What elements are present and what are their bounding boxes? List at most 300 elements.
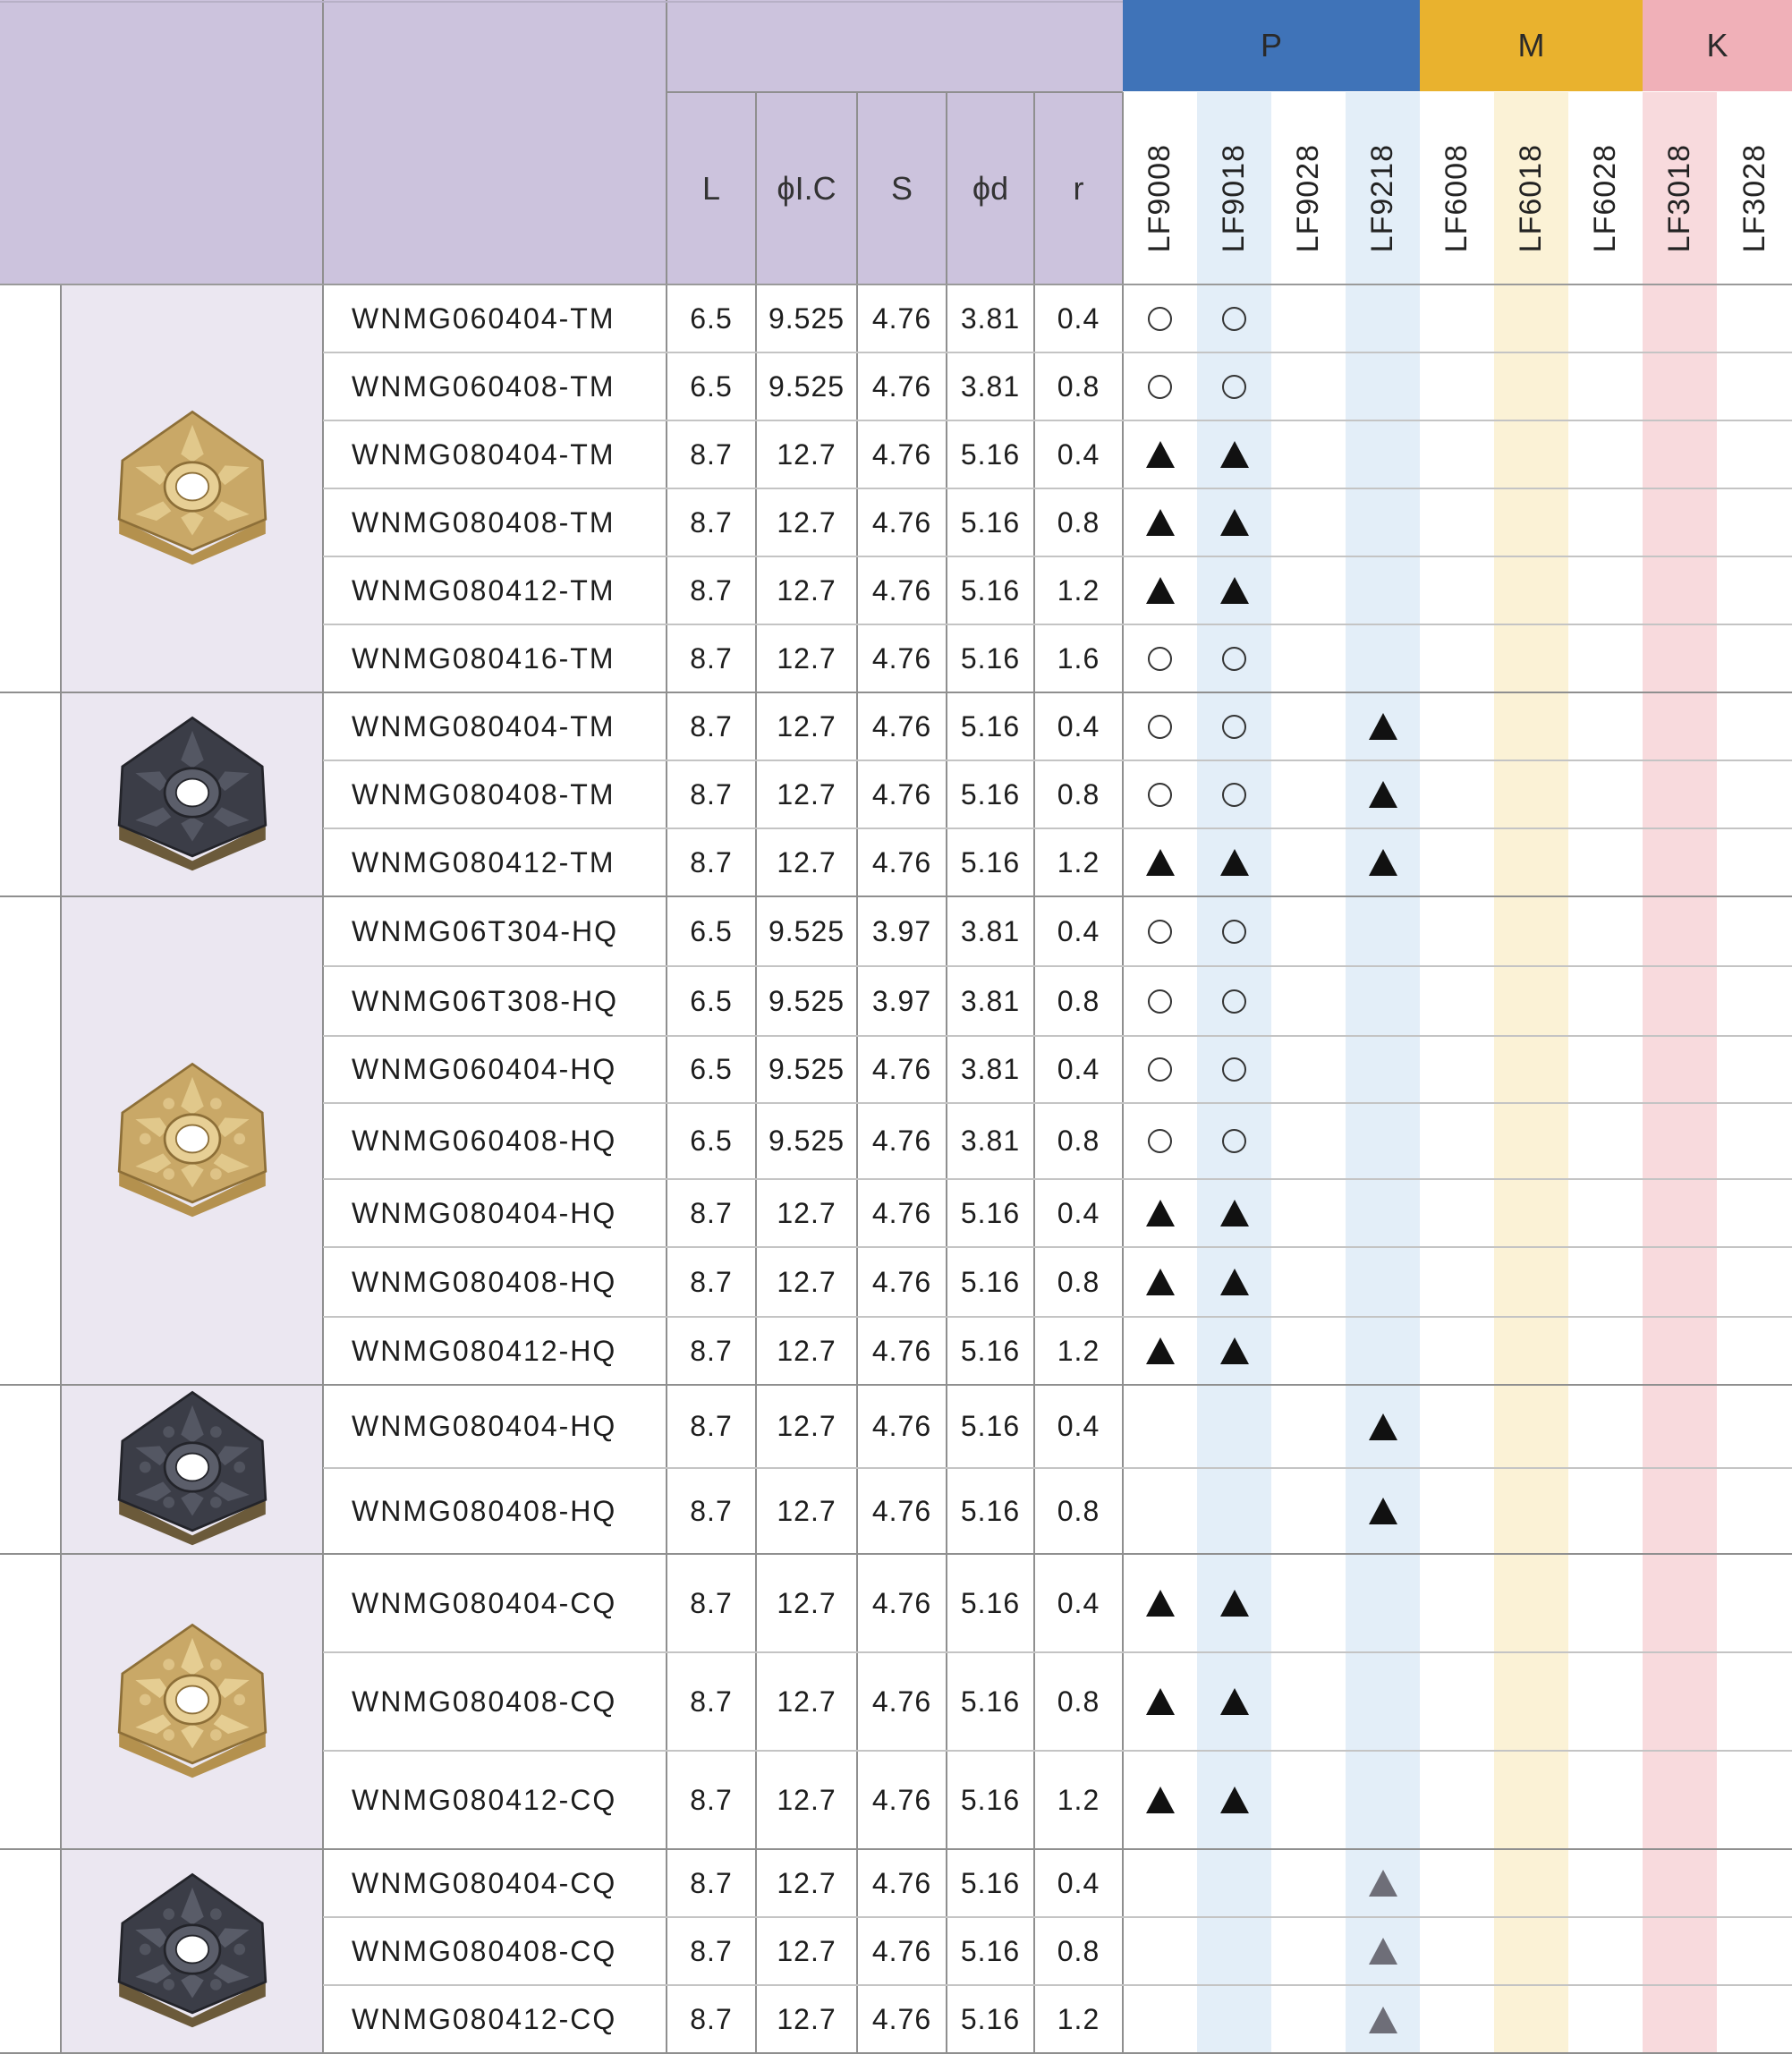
grade-column-lf3018 xyxy=(1643,92,1717,2054)
stock-triangle-icon xyxy=(1220,849,1249,876)
availability-mark-lf9008 xyxy=(1123,420,1197,488)
dimension-value-ic: 12.7 xyxy=(777,1196,837,1229)
dimension-value-r: 0.4 xyxy=(1057,914,1100,947)
material-group-m xyxy=(1420,0,1643,91)
dimension-label: r xyxy=(1073,169,1084,207)
dimension-value-d: 5.16 xyxy=(960,1265,1021,1298)
grade-header-lf9218 xyxy=(1346,92,1420,284)
insert-image-cell xyxy=(61,896,323,1385)
dimension-header xyxy=(857,92,947,284)
dimension-value-r: 0.8 xyxy=(1057,1685,1100,1718)
grade-header-lf3018 xyxy=(1643,92,1717,284)
material-group-p xyxy=(1123,0,1420,91)
dimension-value-d: 5.16 xyxy=(960,1196,1021,1229)
dimension-value-l: 8.7 xyxy=(690,1196,733,1229)
product-code: WNMG080412-HQ xyxy=(352,1334,617,1367)
grade-label: LF9018 xyxy=(1217,143,1251,252)
dimension-value-s: 4.76 xyxy=(871,437,932,471)
stock-triangle-icon xyxy=(1369,1413,1397,1440)
dimension-value-s: 4.76 xyxy=(871,1265,932,1298)
stock-triangle-icon xyxy=(1146,1200,1175,1226)
dimension-header xyxy=(667,92,756,284)
stock-triangle-grey-icon xyxy=(1369,2007,1397,2033)
dimension-value-l: 8.7 xyxy=(690,1866,733,1899)
dimension-value-d: 5.16 xyxy=(960,1334,1021,1367)
material-group-label: K xyxy=(1706,27,1728,64)
dimension-value-s: 4.76 xyxy=(871,1934,932,1967)
stock-triangle-icon xyxy=(1146,1590,1175,1617)
availability-mark-lf9018 xyxy=(1197,896,1271,966)
dimension-value-r: 0.4 xyxy=(1057,1196,1100,1229)
stock-circle-icon xyxy=(1148,375,1172,399)
dimension-value-s: 4.76 xyxy=(871,301,932,335)
stock-circle-icon xyxy=(1148,989,1172,1014)
code-column-header xyxy=(323,0,666,284)
dimension-value-l: 8.7 xyxy=(690,709,733,743)
grid-line xyxy=(667,91,1123,93)
grid-line xyxy=(323,1246,1792,1248)
availability-mark-lf9008 xyxy=(1123,1247,1197,1317)
grid-line xyxy=(0,895,1792,897)
dimension-value-d: 5.16 xyxy=(960,505,1021,539)
grid-line xyxy=(0,1384,1792,1386)
dimension-value-s: 4.76 xyxy=(871,1586,932,1619)
grid-line xyxy=(0,284,1792,285)
grid-line xyxy=(323,1035,1792,1037)
availability-mark-lf9018 xyxy=(1197,1751,1271,1849)
dimension-value-l: 8.7 xyxy=(690,1494,733,1527)
dimension-value-d: 5.16 xyxy=(960,437,1021,471)
dimension-value-r: 0.8 xyxy=(1057,1125,1100,1157)
grid-line xyxy=(755,92,757,2054)
grade-column-lf6018 xyxy=(1494,92,1568,2054)
dimension-value-l: 8.7 xyxy=(690,845,733,878)
availability-mark-lf9008 xyxy=(1123,488,1197,556)
grid-line xyxy=(323,1467,1792,1469)
dimension-value-s: 4.76 xyxy=(871,777,932,811)
stock-triangle-icon xyxy=(1146,1269,1175,1295)
dimension-value-s: 4.76 xyxy=(871,1783,932,1816)
dimension-value-r: 0.8 xyxy=(1057,505,1100,539)
availability-mark-lf9008 xyxy=(1123,966,1197,1036)
grade-label: LF6008 xyxy=(1440,143,1474,252)
stock-triangle-icon xyxy=(1220,1200,1249,1226)
stock-triangle-icon xyxy=(1369,1498,1397,1524)
product-code: WNMG080404-TM xyxy=(352,709,616,743)
dimension-value-s: 4.76 xyxy=(871,505,932,539)
dimension-value-r: 1.2 xyxy=(1057,1783,1100,1816)
dimension-value-s: 4.76 xyxy=(871,1866,932,1899)
availability-mark-lf9018 xyxy=(1197,692,1271,760)
dimension-value-l: 8.7 xyxy=(690,1334,733,1367)
grade-header-lf9028 xyxy=(1271,92,1346,284)
insert-image-cell xyxy=(61,692,323,896)
availability-mark-lf9008 xyxy=(1123,1652,1197,1751)
stock-triangle-icon xyxy=(1146,509,1175,536)
product-code: WNMG080404-CQ xyxy=(352,1586,617,1619)
dimension-value-l: 8.7 xyxy=(690,641,733,675)
dimension-value-ic: 12.7 xyxy=(777,1934,837,1967)
stock-triangle-icon xyxy=(1369,713,1397,740)
dimension-value-r: 1.2 xyxy=(1057,573,1100,607)
dimension-value-ic: 9.525 xyxy=(768,914,845,947)
dimensions-group-header xyxy=(667,0,1123,91)
dimension-value-r: 0.4 xyxy=(1057,709,1100,743)
availability-mark-lf9218 xyxy=(1346,1917,1420,1985)
grade-header-lf6008 xyxy=(1420,92,1494,284)
availability-mark-lf9008 xyxy=(1123,896,1197,966)
availability-mark-lf9018 xyxy=(1197,1036,1271,1103)
stock-triangle-icon xyxy=(1220,1337,1249,1364)
dimension-value-ic: 12.7 xyxy=(777,641,837,675)
dimension-value-ic: 12.7 xyxy=(777,1410,837,1442)
dimension-value-r: 0.4 xyxy=(1057,437,1100,471)
grid-line xyxy=(322,0,324,2054)
dimension-value-ic: 12.7 xyxy=(777,1334,837,1367)
grade-header-lf6018 xyxy=(1494,92,1568,284)
availability-mark-lf9018 xyxy=(1197,352,1271,420)
dimension-value-s: 4.76 xyxy=(871,369,932,403)
material-group-label: P xyxy=(1260,27,1282,64)
availability-mark-lf9018 xyxy=(1197,1179,1271,1247)
availability-mark-lf9018 xyxy=(1197,1247,1271,1317)
stock-triangle-icon xyxy=(1220,441,1249,468)
grid-line xyxy=(323,352,1792,353)
grade-label: LF3028 xyxy=(1737,143,1771,252)
dimension-value-r: 1.2 xyxy=(1057,1334,1100,1367)
dimension-value-l: 8.7 xyxy=(690,1586,733,1619)
product-code: WNMG080408-HQ xyxy=(352,1265,617,1298)
dimension-value-ic: 9.525 xyxy=(768,984,845,1017)
availability-mark-lf9218 xyxy=(1346,692,1420,760)
grid-line xyxy=(1122,92,1124,2054)
stock-triangle-icon xyxy=(1146,577,1175,604)
dimension-value-ic: 12.7 xyxy=(777,1494,837,1527)
insert-image-cell xyxy=(61,1554,323,1849)
dimension-value-s: 4.76 xyxy=(871,641,932,675)
grid-line xyxy=(0,1848,1792,1850)
dimension-value-ic: 12.7 xyxy=(777,1866,837,1899)
dimension-value-ic: 12.7 xyxy=(777,1685,837,1718)
insert-image-cell xyxy=(61,284,323,692)
dimension-value-ic: 12.7 xyxy=(777,2003,837,2035)
stock-circle-icon xyxy=(1222,920,1246,944)
grid-line xyxy=(323,1178,1792,1180)
availability-mark-lf9008 xyxy=(1123,828,1197,896)
dimension-value-l: 6.5 xyxy=(690,914,733,947)
dimension-value-l: 8.7 xyxy=(690,1685,733,1718)
product-code: WNMG080404-HQ xyxy=(352,1410,617,1442)
dimension-value-ic: 12.7 xyxy=(777,573,837,607)
grade-column-lf6028 xyxy=(1568,92,1643,2054)
dimension-value-ic: 9.525 xyxy=(768,369,845,403)
product-code: WNMG080416-TM xyxy=(352,641,616,675)
dimension-label: L xyxy=(701,169,721,207)
availability-mark-lf9008 xyxy=(1123,1554,1197,1652)
dimension-value-l: 8.7 xyxy=(690,573,733,607)
product-code: WNMG080412-CQ xyxy=(352,1783,617,1816)
availability-mark-lf9008 xyxy=(1123,1103,1197,1179)
availability-mark-lf9018 xyxy=(1197,966,1271,1036)
grade-column-lf3028 xyxy=(1717,92,1792,2054)
grade-label: LF9218 xyxy=(1365,143,1399,252)
material-group-k xyxy=(1643,0,1792,91)
availability-mark-lf9218 xyxy=(1346,1468,1420,1554)
availability-mark-lf9018 xyxy=(1197,420,1271,488)
stock-triangle-icon xyxy=(1220,1590,1249,1617)
insert-image-cell xyxy=(61,1849,323,2054)
grade-header-lf3028 xyxy=(1717,92,1792,284)
stock-triangle-icon xyxy=(1146,849,1175,876)
availability-mark-lf9008 xyxy=(1123,352,1197,420)
availability-mark-lf9018 xyxy=(1197,556,1271,624)
dimension-header xyxy=(947,92,1034,284)
dimension-value-r: 0.4 xyxy=(1057,1866,1100,1899)
grid-line xyxy=(323,1102,1792,1104)
dimension-value-d: 5.16 xyxy=(960,1410,1021,1442)
availability-mark-lf9218 xyxy=(1346,1985,1420,2054)
grade-header-lf6028 xyxy=(1568,92,1643,284)
dimension-value-s: 4.76 xyxy=(871,845,932,878)
dimension-value-l: 8.7 xyxy=(690,1410,733,1442)
dimension-value-r: 1.6 xyxy=(1057,641,1100,675)
gold-insert-cq-icon xyxy=(103,1618,282,1786)
dimension-value-ic: 12.7 xyxy=(777,437,837,471)
product-code: WNMG060404-TM xyxy=(352,301,616,335)
availability-mark-lf9018 xyxy=(1197,488,1271,556)
dimension-value-r: 0.4 xyxy=(1057,1053,1100,1085)
stock-triangle-grey-icon xyxy=(1369,1870,1397,1897)
grid-line xyxy=(946,92,947,2054)
grade-label: LF9008 xyxy=(1142,143,1176,252)
dimension-value-d: 3.81 xyxy=(960,1125,1021,1157)
grade-column-lf9028 xyxy=(1271,92,1346,2054)
dimension-value-ic: 9.525 xyxy=(768,1125,845,1157)
dimension-value-ic: 12.7 xyxy=(777,1586,837,1619)
dimension-value-d: 3.81 xyxy=(960,914,1021,947)
gold-insert-hq-icon xyxy=(103,1057,282,1225)
insert-image-cell xyxy=(61,1385,323,1554)
grade-column-lf9218 xyxy=(1346,92,1420,2054)
grid-line xyxy=(323,965,1792,967)
availability-mark-lf9018 xyxy=(1197,1317,1271,1385)
product-code: WNMG080404-TM xyxy=(352,437,616,471)
stock-circle-icon xyxy=(1222,375,1246,399)
dimension-value-s: 4.76 xyxy=(871,1053,932,1085)
dimension-value-d: 5.16 xyxy=(960,1783,1021,1816)
dimension-header xyxy=(756,92,857,284)
dimension-value-l: 6.5 xyxy=(690,984,733,1017)
grid-line xyxy=(323,420,1792,421)
stock-triangle-icon xyxy=(1146,1688,1175,1715)
dark-insert-hq-icon xyxy=(103,1386,282,1553)
product-code: WNMG080408-TM xyxy=(352,505,616,539)
dimension-value-r: 0.8 xyxy=(1057,984,1100,1017)
availability-mark-lf9008 xyxy=(1123,1036,1197,1103)
stock-circle-icon xyxy=(1148,1129,1172,1153)
availability-mark-lf9008 xyxy=(1123,624,1197,692)
availability-mark-lf9018 xyxy=(1197,1652,1271,1751)
dimension-value-ic: 12.7 xyxy=(777,1783,837,1816)
stock-triangle-icon xyxy=(1220,1269,1249,1295)
product-code: WNMG060408-HQ xyxy=(352,1125,617,1157)
dimension-value-ic: 12.7 xyxy=(777,777,837,811)
stock-circle-icon xyxy=(1148,307,1172,331)
grid-line xyxy=(323,1316,1792,1318)
availability-mark-lf9018 xyxy=(1197,760,1271,828)
dimension-value-d: 5.16 xyxy=(960,2003,1021,2035)
availability-mark-lf9218 xyxy=(1346,1385,1420,1468)
stock-circle-icon xyxy=(1222,783,1246,807)
dimension-value-d: 5.16 xyxy=(960,1586,1021,1619)
stock-circle-icon xyxy=(1148,715,1172,739)
grade-label: LF6028 xyxy=(1588,143,1622,252)
availability-mark-lf9218 xyxy=(1346,828,1420,896)
availability-mark-lf9008 xyxy=(1123,760,1197,828)
dimension-value-l: 8.7 xyxy=(690,1934,733,1967)
product-code: WNMG080404-CQ xyxy=(352,1866,617,1899)
dimension-value-l: 8.7 xyxy=(690,2003,733,2035)
stock-circle-icon xyxy=(1222,1057,1246,1082)
dimension-label: ϕd xyxy=(972,169,1009,207)
dimension-value-s: 3.97 xyxy=(871,984,932,1017)
grid-line xyxy=(323,556,1792,557)
dimension-value-s: 4.76 xyxy=(871,2003,932,2035)
grade-header-lf9018 xyxy=(1197,92,1271,284)
stock-circle-icon xyxy=(1148,1057,1172,1082)
dimension-value-d: 5.16 xyxy=(960,777,1021,811)
dimension-value-l: 8.7 xyxy=(690,1783,733,1816)
dimension-value-s: 4.76 xyxy=(871,1334,932,1367)
image-column-header xyxy=(0,0,322,284)
dimension-value-s: 4.76 xyxy=(871,1125,932,1157)
dimension-value-r: 1.2 xyxy=(1057,2003,1100,2035)
dimension-value-r: 0.8 xyxy=(1057,369,1100,403)
dimension-value-d: 5.16 xyxy=(960,573,1021,607)
dimension-value-d: 5.16 xyxy=(960,709,1021,743)
grid-line xyxy=(666,0,667,2054)
grid-line xyxy=(323,1750,1792,1752)
stock-circle-icon xyxy=(1222,647,1246,671)
stock-triangle-icon xyxy=(1369,849,1397,876)
availability-mark-lf9218 xyxy=(1346,760,1420,828)
dimension-value-l: 6.5 xyxy=(690,1053,733,1085)
stock-triangle-grey-icon xyxy=(1369,1938,1397,1965)
stock-triangle-icon xyxy=(1220,577,1249,604)
dimension-value-l: 8.7 xyxy=(690,505,733,539)
availability-mark-lf9008 xyxy=(1123,1179,1197,1247)
grid-line xyxy=(323,760,1792,761)
dimension-value-d: 3.81 xyxy=(960,369,1021,403)
dimension-value-d: 5.16 xyxy=(960,1494,1021,1527)
stock-circle-icon xyxy=(1148,920,1172,944)
dimension-label: S xyxy=(890,169,913,207)
grid-line xyxy=(0,1553,1792,1555)
grid-line xyxy=(323,1916,1792,1918)
availability-mark-lf9018 xyxy=(1197,828,1271,896)
dimension-header xyxy=(1034,92,1123,284)
dimension-value-s: 4.76 xyxy=(871,1685,932,1718)
dark-insert-tm-icon xyxy=(103,711,282,878)
availability-mark-lf9008 xyxy=(1123,1317,1197,1385)
stock-circle-icon xyxy=(1222,1129,1246,1153)
dimension-value-l: 8.7 xyxy=(690,1265,733,1298)
stock-circle-icon xyxy=(1222,715,1246,739)
availability-mark-lf9008 xyxy=(1123,284,1197,352)
stock-circle-icon xyxy=(1148,647,1172,671)
grade-header-lf9008 xyxy=(1123,92,1197,284)
grid-line xyxy=(323,828,1792,829)
dimension-label: ϕI.C xyxy=(777,169,837,207)
dimension-value-s: 4.76 xyxy=(871,1494,932,1527)
dimension-value-r: 1.2 xyxy=(1057,845,1100,878)
dimension-value-r: 0.4 xyxy=(1057,1586,1100,1619)
stock-triangle-icon xyxy=(1220,1688,1249,1715)
dimension-value-d: 5.16 xyxy=(960,1934,1021,1967)
stock-circle-icon xyxy=(1222,307,1246,331)
stock-triangle-icon xyxy=(1146,1787,1175,1813)
grid-line xyxy=(0,692,1792,693)
availability-mark-lf9018 xyxy=(1197,284,1271,352)
grid-line xyxy=(323,1651,1792,1653)
dimension-value-ic: 12.7 xyxy=(777,1265,837,1298)
dark-insert-cq-icon xyxy=(103,1868,282,2035)
stock-triangle-icon xyxy=(1146,441,1175,468)
dimension-value-r: 0.4 xyxy=(1057,301,1100,335)
material-group-label: M xyxy=(1517,27,1545,64)
availability-mark-lf9008 xyxy=(1123,692,1197,760)
product-code: WNMG080412-TM xyxy=(352,845,616,878)
dimension-value-r: 0.8 xyxy=(1057,1265,1100,1298)
grid-line xyxy=(323,488,1792,489)
availability-mark-lf9008 xyxy=(1123,1751,1197,1849)
dimension-value-d: 3.81 xyxy=(960,301,1021,335)
dimension-value-l: 8.7 xyxy=(690,777,733,811)
stock-triangle-icon xyxy=(1220,509,1249,536)
product-code: WNMG080408-TM xyxy=(352,777,616,811)
product-code: WNMG060404-HQ xyxy=(352,1053,617,1085)
dimension-value-s: 4.76 xyxy=(871,573,932,607)
availability-mark-lf9008 xyxy=(1123,556,1197,624)
grid-line xyxy=(0,1,1123,3)
product-code: WNMG080412-CQ xyxy=(352,2003,617,2035)
gold-insert-tm-icon xyxy=(103,405,282,573)
dimension-value-d: 5.16 xyxy=(960,641,1021,675)
dimension-value-d: 5.16 xyxy=(960,845,1021,878)
product-code: WNMG06T308-HQ xyxy=(352,984,619,1017)
availability-mark-lf9018 xyxy=(1197,1554,1271,1652)
product-code: WNMG06T304-HQ xyxy=(352,914,619,947)
dimension-value-r: 0.8 xyxy=(1057,777,1100,811)
dimension-value-s: 3.97 xyxy=(871,914,932,947)
availability-mark-lf9218 xyxy=(1346,1849,1420,1917)
dimension-value-ic: 12.7 xyxy=(777,845,837,878)
dimension-value-ic: 12.7 xyxy=(777,709,837,743)
stock-circle-icon xyxy=(1148,783,1172,807)
product-code: WNMG080404-HQ xyxy=(352,1196,617,1229)
stock-triangle-icon xyxy=(1369,781,1397,808)
product-code: WNMG080408-HQ xyxy=(352,1494,617,1527)
dimension-value-ic: 12.7 xyxy=(777,505,837,539)
grade-label: LF3018 xyxy=(1662,143,1696,252)
dimension-value-l: 6.5 xyxy=(690,369,733,403)
stock-triangle-icon xyxy=(1220,1787,1249,1813)
dimension-value-ic: 9.525 xyxy=(768,301,845,335)
product-code: WNMG080412-TM xyxy=(352,573,616,607)
dimension-value-r: 0.8 xyxy=(1057,1934,1100,1967)
grid-line xyxy=(60,284,62,2054)
dimension-value-l: 8.7 xyxy=(690,437,733,471)
